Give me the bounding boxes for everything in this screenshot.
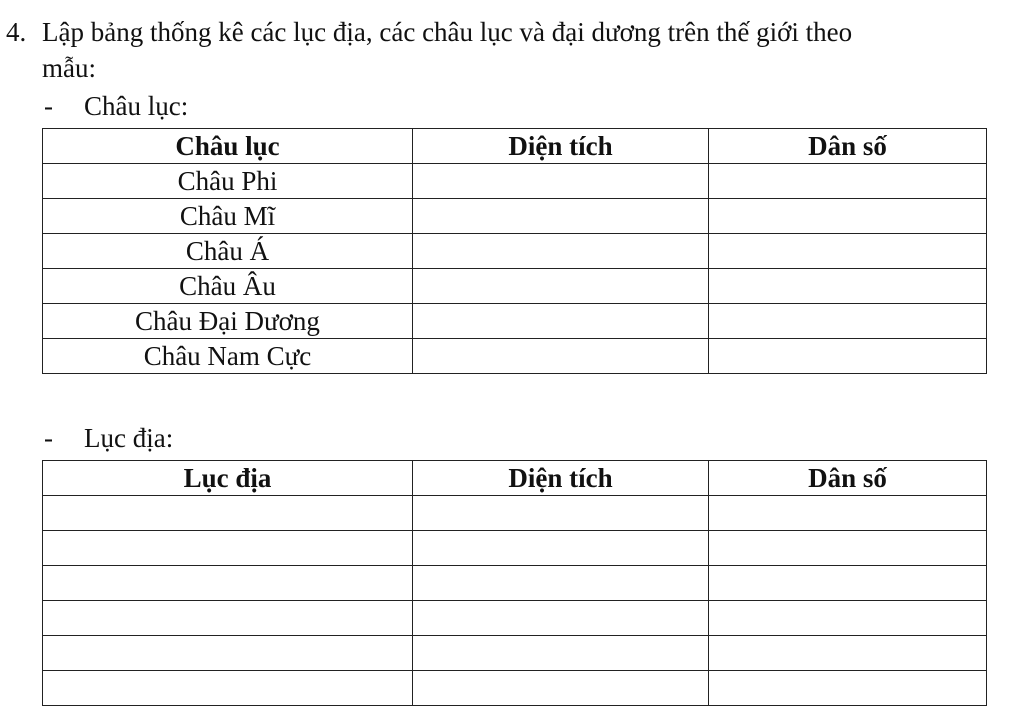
- cell-area[interactable]: [413, 199, 709, 234]
- cell-continent-name: Châu Âu: [43, 269, 413, 304]
- cell-area[interactable]: [413, 531, 709, 566]
- cell-population[interactable]: [709, 496, 987, 531]
- continents-table: [42, 128, 987, 374]
- cell-area[interactable]: [413, 636, 709, 671]
- table-row: [43, 566, 987, 601]
- table-row: [43, 671, 987, 706]
- cell-population[interactable]: [709, 671, 987, 706]
- cell-population[interactable]: [709, 566, 987, 601]
- cell-area[interactable]: [413, 164, 709, 199]
- section-label-text: Châu lục:: [84, 91, 189, 121]
- landmasses-table: [42, 460, 987, 706]
- table-header-row: [43, 129, 987, 164]
- header-area: Diện tích: [413, 129, 709, 164]
- cell-area[interactable]: [413, 496, 709, 531]
- cell-area[interactable]: [413, 339, 709, 374]
- cell-area[interactable]: [413, 671, 709, 706]
- section-label-text: Lục địa:: [84, 423, 174, 453]
- cell-population[interactable]: [709, 269, 987, 304]
- cell-continent-name: Châu Á: [43, 234, 413, 269]
- header-population: Dân số: [709, 461, 987, 496]
- header-area: Diện tích: [413, 461, 709, 496]
- table-row: [43, 636, 987, 671]
- cell-population[interactable]: [709, 164, 987, 199]
- bullet-dash: -: [44, 91, 53, 121]
- cell-landmass-name[interactable]: [43, 566, 413, 601]
- header-landmass: Lục địa: [43, 461, 413, 496]
- table-row: [43, 199, 987, 234]
- cell-landmass-name[interactable]: [43, 496, 413, 531]
- table-row: [43, 269, 987, 304]
- table-row: [43, 304, 987, 339]
- header-continent: Châu lục: [43, 129, 413, 164]
- bullet-dash: -: [44, 423, 53, 453]
- cell-area[interactable]: [413, 269, 709, 304]
- cell-continent-name: Châu Mĩ: [43, 199, 413, 234]
- table-row: [43, 601, 987, 636]
- question-number: 4.: [6, 17, 27, 47]
- section-label-continents: [44, 90, 188, 122]
- cell-area[interactable]: [413, 566, 709, 601]
- cell-population[interactable]: [709, 234, 987, 269]
- cell-population[interactable]: [709, 199, 987, 234]
- cell-continent-name: Châu Đại Dương: [43, 304, 413, 339]
- table-row: [43, 531, 987, 566]
- cell-landmass-name[interactable]: [43, 636, 413, 671]
- question-line-1-text: Lập bảng thống kê các lục địa, các châu lục và đại dương trên thế giới theo: [42, 17, 853, 47]
- cell-landmass-name[interactable]: [43, 601, 413, 636]
- cell-population[interactable]: [709, 636, 987, 671]
- question-line-2: mẫu:: [42, 53, 96, 83]
- cell-landmass-name[interactable]: [43, 531, 413, 566]
- table-row: [43, 339, 987, 374]
- table-row: [43, 164, 987, 199]
- cell-area[interactable]: [413, 234, 709, 269]
- cell-continent-name: Châu Phi: [43, 164, 413, 199]
- cell-population[interactable]: [709, 339, 987, 374]
- question-text: [6, 14, 1006, 86]
- table-header-row: [43, 461, 987, 496]
- section-label-landmasses: [44, 422, 173, 454]
- cell-population[interactable]: [709, 531, 987, 566]
- table-row: [43, 234, 987, 269]
- question-line-1: [6, 14, 1006, 50]
- cell-landmass-name[interactable]: [43, 671, 413, 706]
- cell-continent-name: Châu Nam Cực: [43, 339, 413, 374]
- cell-population[interactable]: [709, 601, 987, 636]
- cell-area[interactable]: [413, 601, 709, 636]
- header-population: Dân số: [709, 129, 987, 164]
- cell-area[interactable]: [413, 304, 709, 339]
- table-row: [43, 496, 987, 531]
- cell-population[interactable]: [709, 304, 987, 339]
